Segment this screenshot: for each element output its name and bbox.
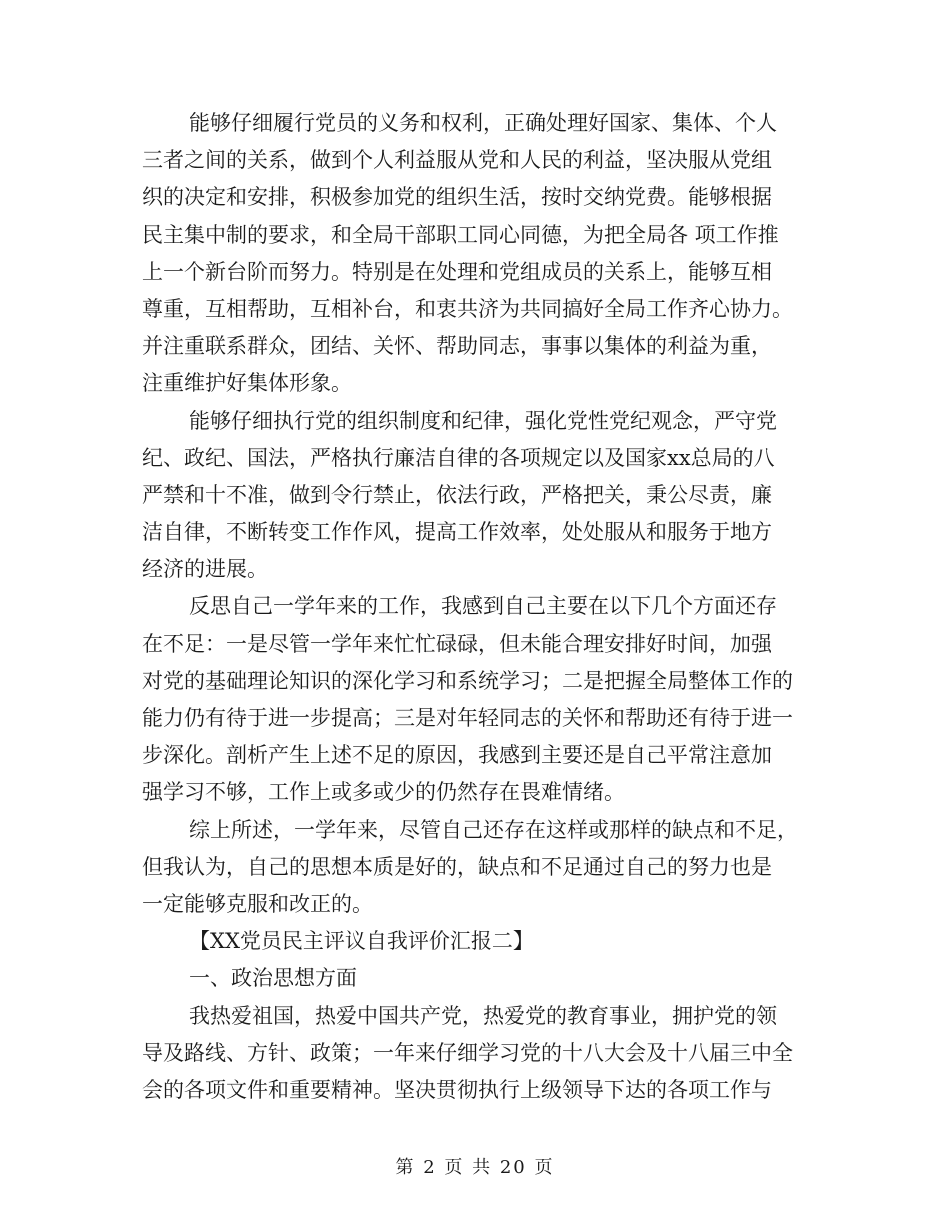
text-line: 会的各项文件和重要精神。坚决贯彻执行上级领导下达的各项工作与 (142, 1077, 772, 1102)
text-line: 民主集中制的要求，和全局干部职工同心同德，为把全局各 项工作推 (142, 222, 779, 247)
text-line: 三者之间的关系，做到个人利益服从党和人民的利益，坚决服从党组 (142, 148, 772, 173)
paragraph-3 (142, 588, 810, 811)
text-line: 纪、政纪、国法，严格执行廉洁自律的各项规定以及国家xx总局的八 (142, 445, 775, 470)
text-line: 反思自己一学年来的工作，我感到自己主要在以下几个方面还存 (189, 594, 777, 619)
text-line: 经济的进展。 (142, 557, 268, 582)
text-line: 步深化。剖析产生上述不足的原因，我感到主要还是自己平常注意加 (142, 743, 772, 768)
text-line: 严禁和十不准，做到令行禁止，依法行政，严格把关，秉公尽责，廉 (142, 482, 772, 507)
text-line: 能够仔细执行党的组织制度和纪律，强化党性党纪观念，严守党 (189, 408, 777, 433)
text-line: 综上所述，一学年来，尽管自己还存在这样或那样的缺点和不足， (189, 817, 798, 842)
text-line: 我热爱祖国，热爱中国共产党，热爱党的教育事业，拥护党的领 (189, 1003, 777, 1028)
document-body (142, 105, 810, 1109)
text-line: 在不足：一是尽管一学年来忙忙碌碌，但未能合理安排好时间，加强 (142, 631, 772, 656)
text-line: 强学习不够，工作上或多或少的仍然存在畏难情绪。 (142, 780, 625, 805)
text-line: 上一个新台阶而努力。特别是在处理和党组成员的关系上，能够互相 (142, 259, 772, 284)
text-line: 导及路线、方针、政策；一年来仔细学习党的十八大会及十八届三中全 (142, 1040, 793, 1065)
text-line: 织的决定和安排，积极参加党的组织生活，按时交纳党费。能够根据 (142, 185, 772, 210)
section-title: 【XX党员民主评议自我评价汇报二】 (189, 929, 534, 954)
text-line: 能力仍有待于进一步提高；三是对年轻同志的关怀和帮助还有待于进一 (142, 706, 793, 730)
subsection-title: 一、政治思想方面 (189, 966, 357, 991)
text-line: 对党的基础理论知识的深化学习和系统学习；二是把握全局整体工作的 (142, 668, 793, 693)
paragraph-2 (142, 403, 810, 589)
text-line: 洁自律，不断转变工作作风，提高工作效率，处处服从和服务于地方 (142, 520, 772, 545)
text-line: 尊重，互相帮助，互相补台，和衷共济为共同搞好全局工作齐心协力。 (142, 296, 793, 321)
text-line: 注重维护好集体形象。 (142, 371, 352, 396)
paragraph-4 (142, 812, 810, 924)
paragraph-5 (142, 998, 810, 1110)
text-line: 能够仔细履行党员的义务和权利，正确处理好国家、集体、个人 (189, 111, 777, 135)
text-line: 一定能够克服和改正的。 (142, 891, 373, 916)
text-line: 并注重联系群众，团结、关怀、帮助同志，事事以集体的利益为重， (142, 334, 772, 359)
paragraph-1 (142, 105, 810, 403)
text-line: 但我认为，自己的思想本质是好的，缺点和不足通过自己的努力也是 (142, 854, 772, 879)
page-number-footer: 第 2 页 共 20 页 (395, 1157, 555, 1178)
